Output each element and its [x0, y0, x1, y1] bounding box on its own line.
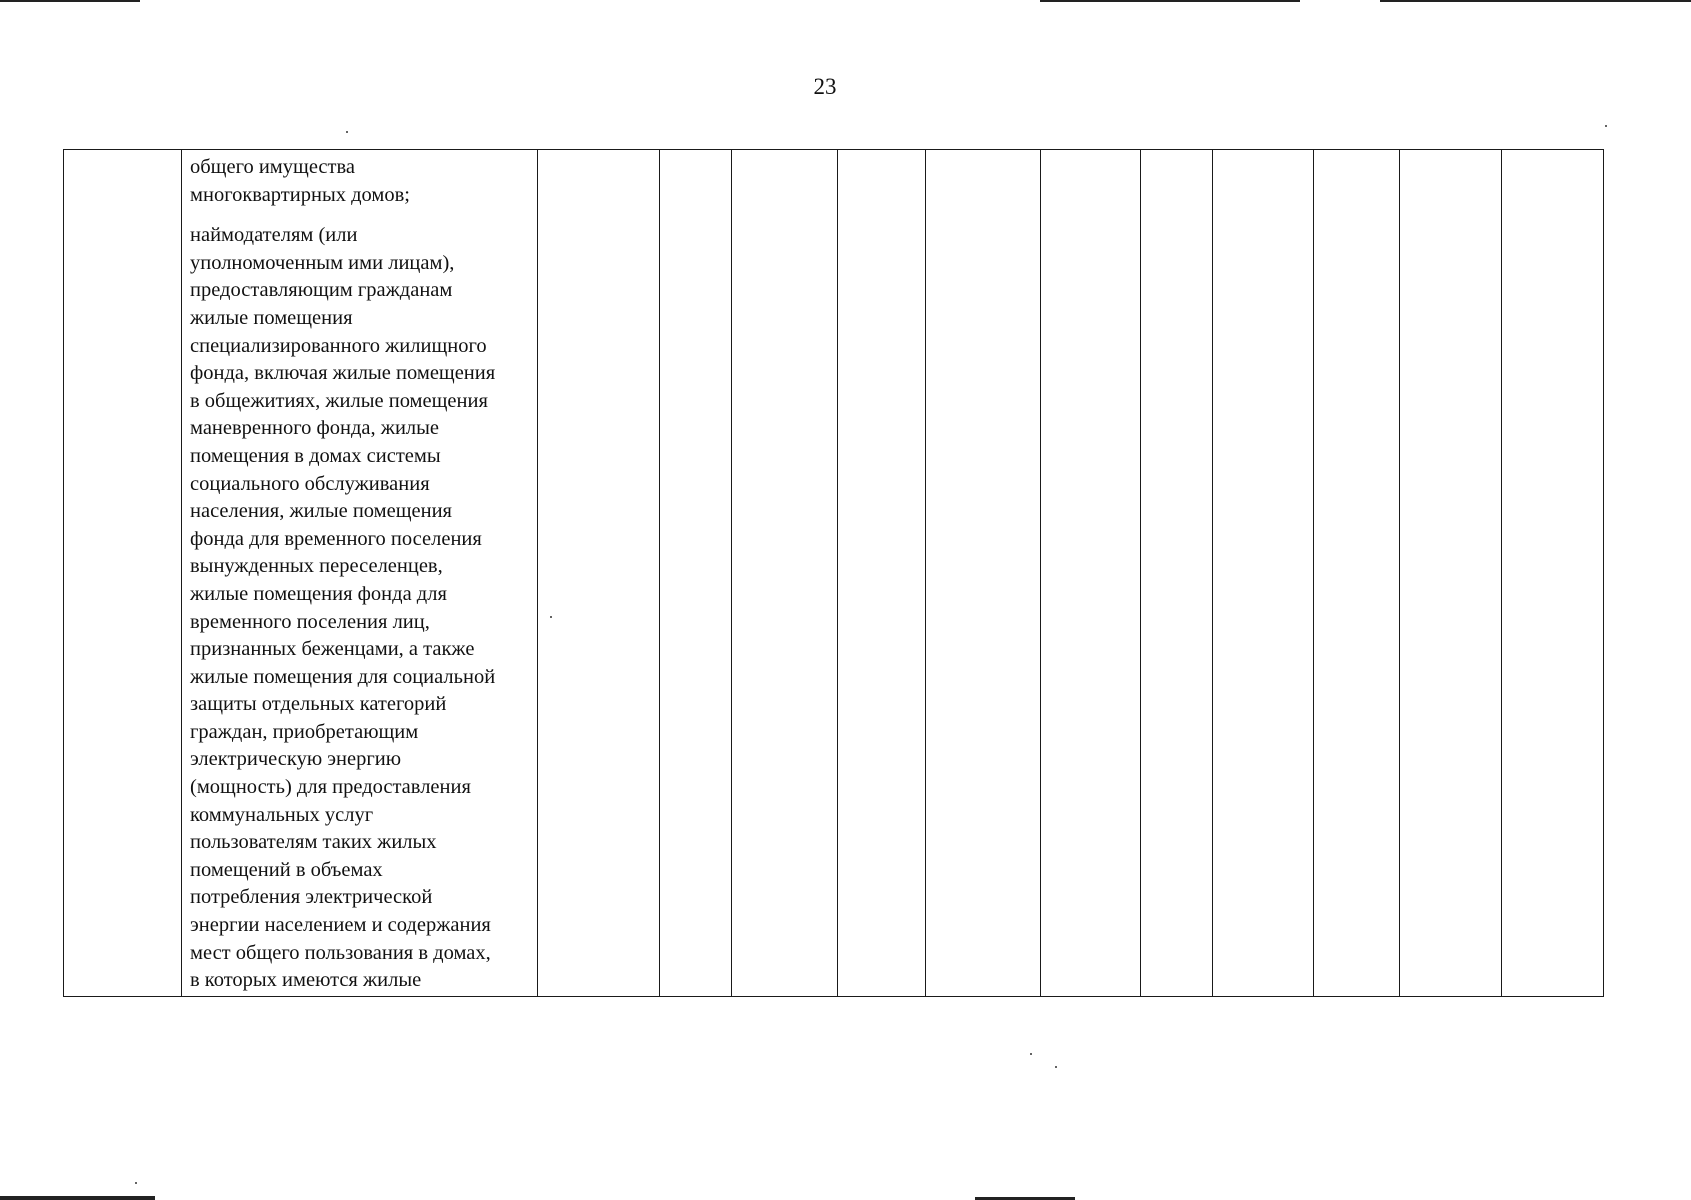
scan-edge-mark [0, 1196, 155, 1200]
text-line: мест общего пользования в домах, [190, 941, 491, 964]
text-line: жилые помещения фонда для [190, 582, 447, 605]
paragraph [190, 154, 531, 209]
text-line: социального обслуживания [190, 472, 430, 495]
text-line: населения, жилые помещения [190, 500, 452, 523]
text-line: предоставляющим гражданам [190, 279, 453, 302]
document-table [63, 149, 1604, 997]
text-line: в общежитиях, жилые помещения [190, 389, 488, 412]
text-line: уполномоченным ими лицам), [190, 251, 455, 274]
scan-speck [1605, 125, 1607, 127]
table-cell-empty [538, 150, 660, 997]
table-cell-empty [1314, 150, 1400, 997]
table-cell-empty [1141, 150, 1213, 997]
text-line: наймодателям (или [190, 224, 358, 247]
text-line: признанных беженцами, а также [190, 638, 475, 661]
text-line: электрическую энергию [190, 748, 402, 771]
text-line: многоквартирных домов; [190, 183, 410, 206]
text-line: маневренного фонда, жилые [190, 417, 440, 440]
scan-edge-mark [0, 0, 140, 2]
table-row [64, 150, 1604, 997]
table-cell-empty [838, 150, 926, 997]
description-cell [182, 150, 538, 997]
scan-edge-mark [1040, 0, 1300, 2]
table-cell-empty [732, 150, 838, 997]
scan-speck [135, 1182, 137, 1184]
text-line: граждан, приобретающим [190, 720, 419, 743]
scan-speck [346, 131, 348, 133]
text-line: жилые помещения для социальной [190, 665, 496, 688]
table-cell-empty [660, 150, 732, 997]
text-line: потребления электрической [190, 886, 433, 909]
description-text [190, 154, 531, 995]
text-line: в которых имеются жилые [190, 969, 422, 992]
scan-edge-mark [1380, 0, 1691, 2]
text-line: фонда, включая жилые помещения [190, 362, 496, 385]
text-line: фонда для временного поселения [190, 527, 482, 550]
table-cell-empty [1400, 150, 1502, 997]
table-cell-empty [1213, 150, 1314, 997]
text-line: энергии населением и содержания [190, 914, 491, 937]
text-line: (мощность) для предоставления [190, 776, 471, 799]
scan-speck [1055, 1066, 1057, 1068]
paragraph [190, 222, 531, 995]
table-cell-empty [1502, 150, 1604, 997]
text-line: общего имущества [190, 156, 355, 178]
text-line: помещения в домах системы [190, 444, 441, 467]
text-line: пользователям таких жилых [190, 831, 437, 854]
scan-speck [1030, 1053, 1032, 1055]
text-line: временного поселения лиц, [190, 610, 430, 633]
page-number: 23 [813, 74, 837, 99]
table-cell-empty [64, 150, 182, 997]
table-cell-empty [926, 150, 1041, 997]
text-line: коммунальных услуг [190, 803, 374, 826]
table-cell-empty [1041, 150, 1141, 997]
text-line: специализированного жилищного [190, 334, 487, 357]
text-line: защиты отдельных категорий [190, 693, 447, 716]
text-line: вынужденных переселенцев, [190, 555, 443, 578]
text-line: жилые помещения [190, 306, 353, 329]
text-line: помещений в объемах [190, 858, 383, 881]
